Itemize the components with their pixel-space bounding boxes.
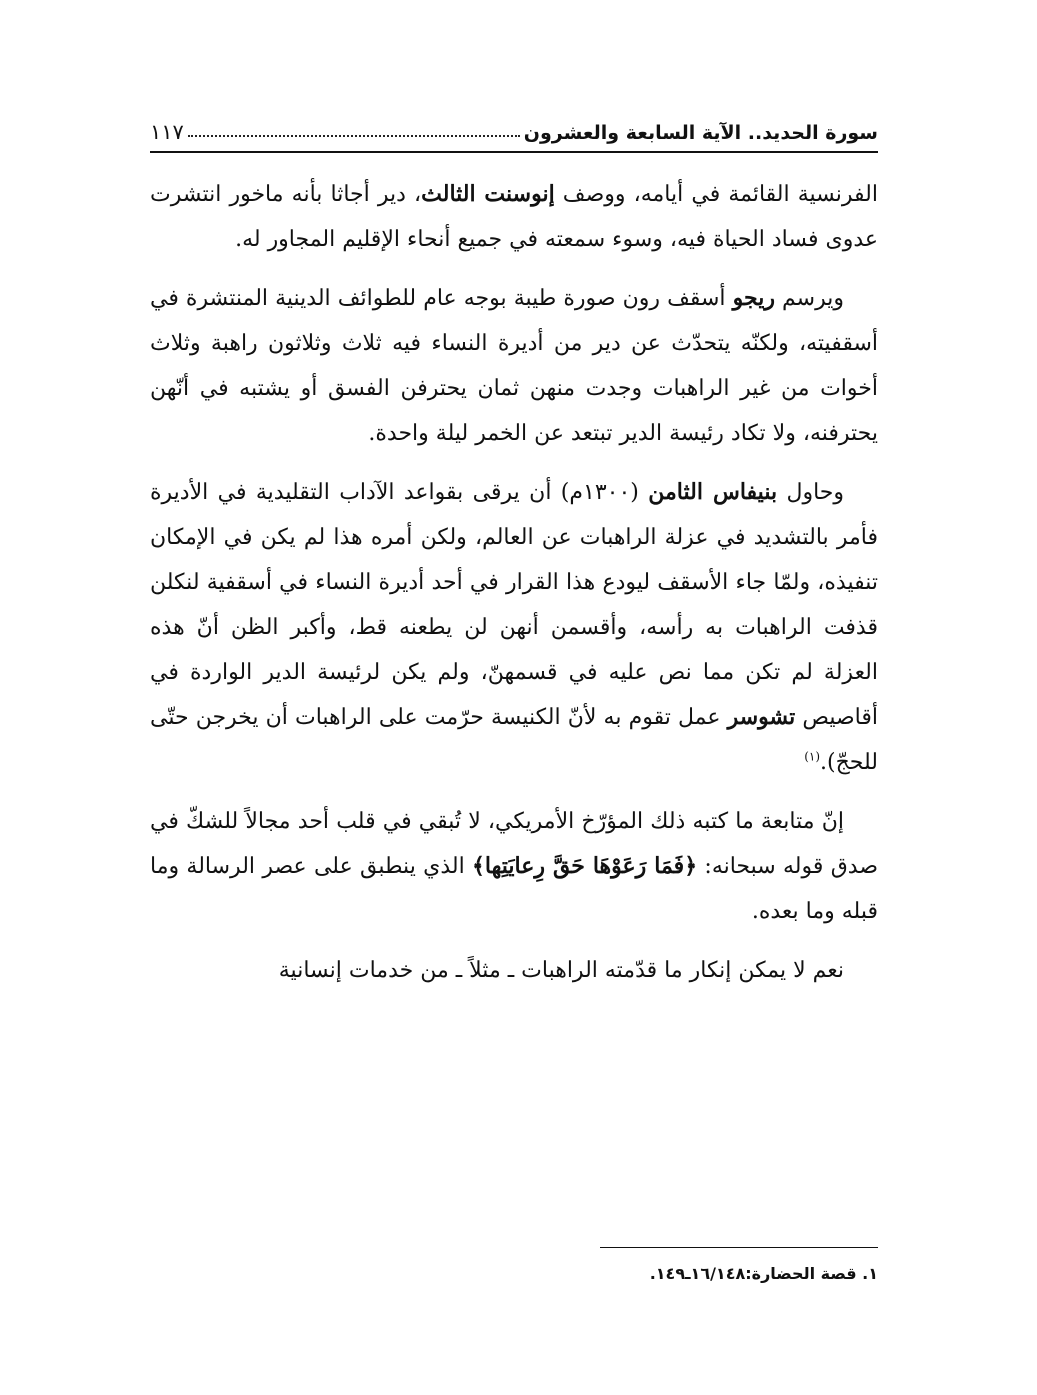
bold-name: ريجو — [732, 285, 775, 311]
footnote: ١. قصة الحضارة:١٦/١٤٨ـ١٤٩. — [649, 1264, 878, 1283]
text-run: إنّ متابعة ما كتبه ذلك المؤرّخ الأمريكي، لا تُبقي في قلب أحد مجالاً للشكّ في صدق قوله سبحانه: — [150, 809, 878, 879]
bold-name: تشوسر — [727, 704, 796, 730]
text-run: نعم لا يمكن إنكار ما قدّمته الراهبات ـ مثلاً ـ من خدمات إنسانية — [278, 958, 844, 983]
paragraph-2 — [150, 276, 878, 456]
page-number: ١١٧ — [150, 120, 184, 144]
text-run: ويرسم — [774, 286, 844, 311]
leader-dots — [188, 135, 520, 137]
footnote-marker: (١) — [804, 749, 821, 764]
text-run: (١٣٠٠م) أن يرقى بقواعد الآداب التقليدية في الأديرة فأمر بالتشديد في عزلة الراهبات عن العالم، ولكن أمره هذا لم يكن في الإمكان تنفيذه، ولمّا جاء الأسقف ليودع هذا القرار في أحد أديرة النساء في أسقفية لنكلن قذفت الراهبات به رأسه، وأقسمن أنهن لن يطعنه قط، وأكبر الظن أنّ هذه العزلة لم تكن مما نص عليه في قسمهنّ، ولم يكن لرئيسة الدير الواردة في أقاصيص — [150, 480, 878, 730]
chapter-title: سورة الحديد.. الآية السابعة والعشرون — [523, 122, 878, 144]
main-text — [150, 172, 878, 1007]
text-run: أسقف رون صورة طيبة بوجه عام للطوائف الدينية المنتشرة في أسقفيته، ولكنّه يتحدّث عن دير من أديرة النساء فيه ثلاث وثلاثون راهبة وثلاث أخوات من غير الراهبات وجدت منهن ثمان يحترفن الفسق أو يشتبه في أنّهن يحترفنه، ولا تكاد رئيسة الدير تبتعد عن الخمر ليلة واحدة. — [150, 286, 878, 446]
bold-name: إنوسنت الثالث — [421, 181, 555, 207]
paragraph-4 — [150, 799, 878, 934]
paragraph-5 — [150, 948, 878, 993]
footnote-divider — [600, 1247, 878, 1248]
paragraph-3 — [150, 470, 878, 785]
text-run: وحاول — [777, 480, 844, 505]
running-header — [150, 104, 878, 144]
text-run: ، دير أجاثا بأنه ماخور انتشرت عدوى فساد الحياة فيه، وسوء سمعته في جميع أنحاء الإقليم المجاور له. — [150, 182, 878, 252]
text-run: الفرنسية القائمة في أيامه، ووصف — [554, 182, 878, 207]
text-run: عمل تقوم به لأنّ الكنيسة حرّمت على الراهبات أن يخرجن حتّى للحجّ). — [150, 705, 878, 775]
header-divider — [150, 151, 878, 153]
text-run: الذي ينطبق على عصر الرسالة وما قبله وما بعده. — [150, 854, 878, 924]
paragraph-1 — [150, 172, 878, 262]
quran-verse: ﴿فَمَا رَعَوْهَا حَقَّ رِعايَتِها﴾ — [472, 853, 698, 879]
bold-name: بنيفاس الثامن — [648, 479, 778, 505]
